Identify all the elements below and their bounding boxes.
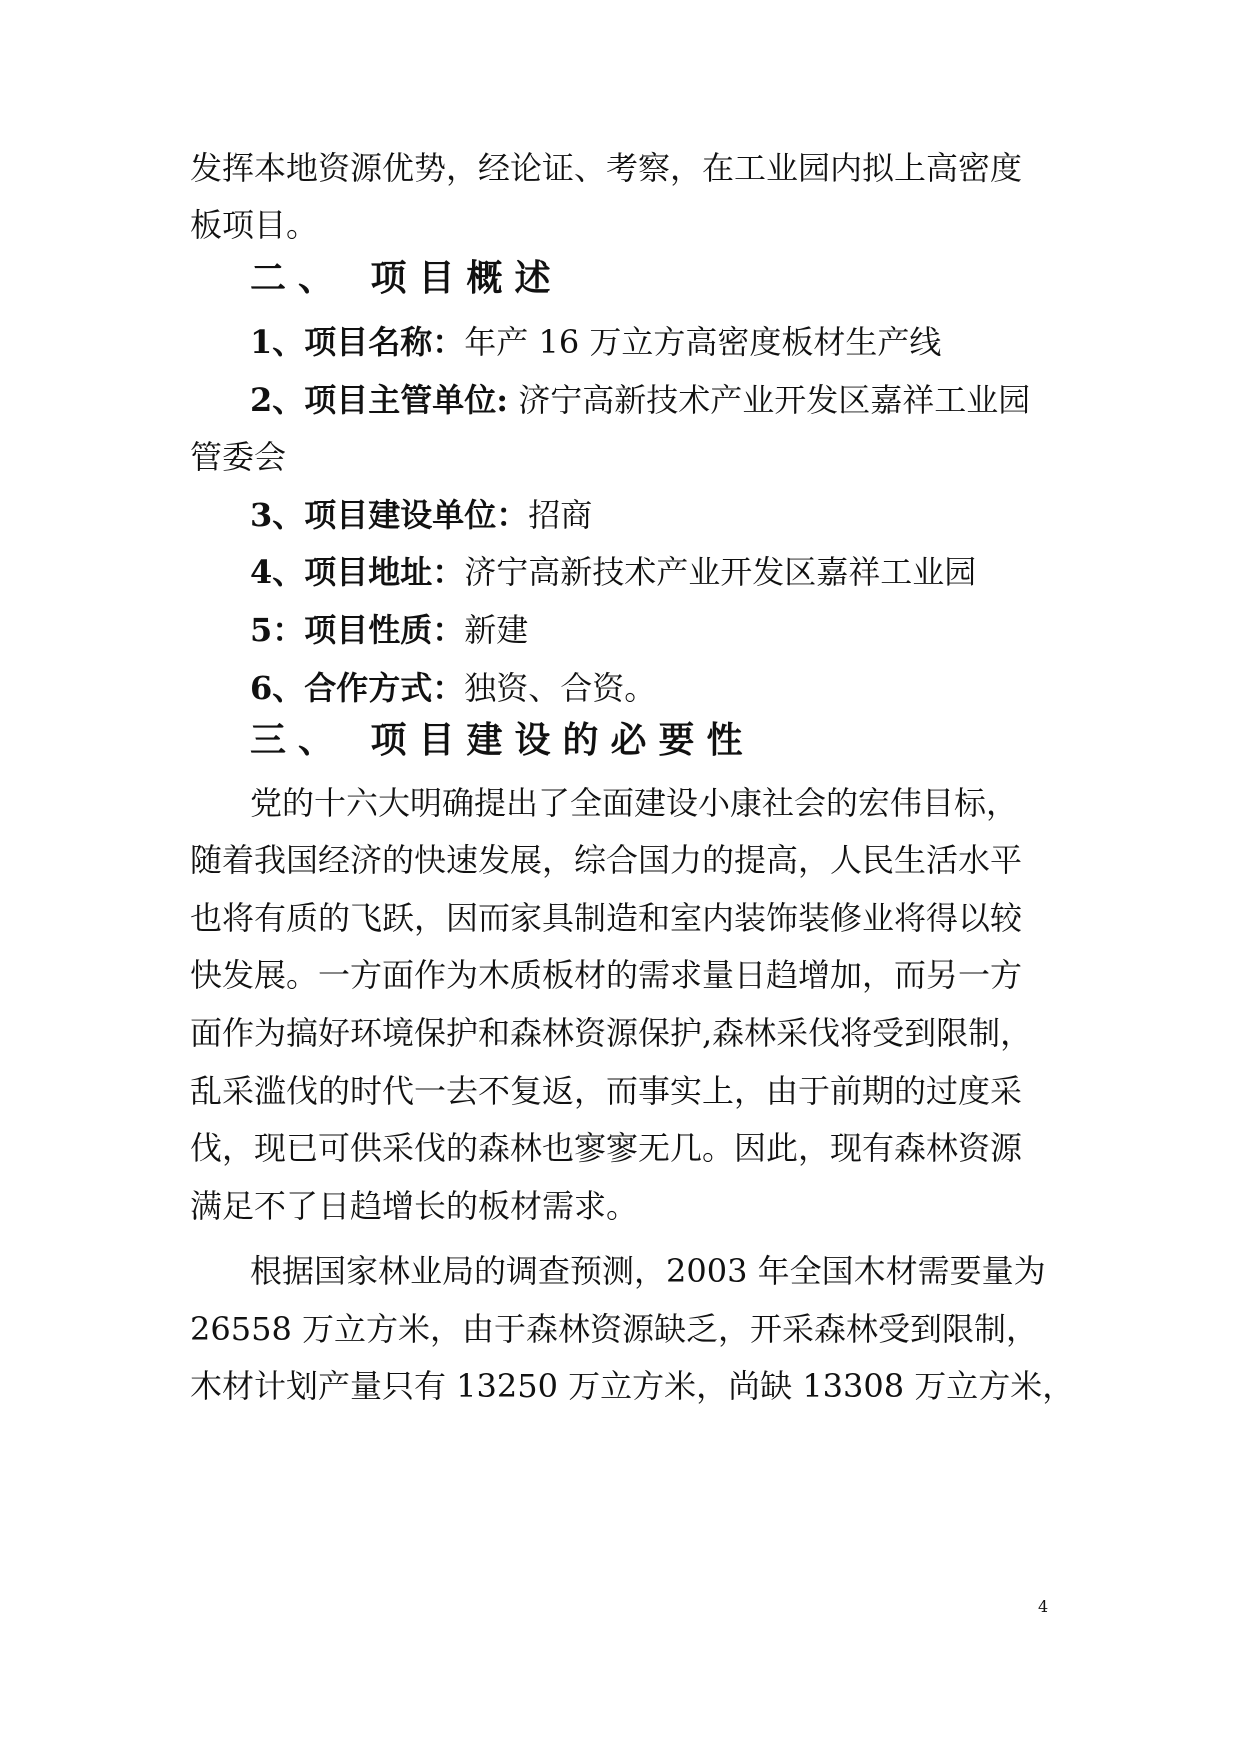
- page-number: 4: [1038, 1597, 1049, 1616]
- necessity-p2-line-1: 根据国家林业局的调查预测，2003 年全国木材需要量为: [250, 1252, 1046, 1290]
- necessity-p1-line-7: 伐，现已可供采伐的森林也寥寥无几。因此，现有森林资源: [190, 1129, 1023, 1167]
- necessity-p2-line-2: 26558 万立方米，由于森林资源缺乏，开采森林受到限制，: [190, 1310, 1038, 1348]
- necessity-p1-line-2: 随着我国经济的快速发展，综合国力的提高，人民生活水平: [190, 841, 1023, 879]
- item-value: 年产 16 万立方高密度板材生产线: [464, 323, 942, 361]
- item-label: 5：项目性质：: [250, 611, 465, 649]
- necessity-p1-line-5: 面作为搞好环境保护和森林资源保护,森林采伐将受到限制，: [190, 1014, 1033, 1052]
- necessity-p1-line-4: 快发展。一方面作为木质板材的需求量日趋增加，而另一方: [190, 956, 1023, 994]
- necessity-p1-line-3: 也将有质的飞跃，因而家具制造和室内装饰装修业将得以较: [190, 899, 1023, 937]
- section-heading-necessity: 三、 项目建设的必要性: [250, 719, 755, 761]
- section-heading-overview: 二、 项目概述: [250, 257, 563, 299]
- overview-item-1: [250, 322, 1120, 362]
- necessity-p1-line-1: 党的十六大明确提出了全面建设小康社会的宏伟目标，: [250, 784, 1019, 822]
- item-value: 济宁高新技术产业开发区嘉祥工业园: [464, 553, 977, 591]
- item-label: 1、项目名称：: [250, 323, 465, 361]
- intro-line-1: 发挥本地资源优势，经论证、考察，在工业园内拟上高密度: [190, 149, 1023, 187]
- necessity-p2-line-3: 木材计划产量只有 13250 万立方米，尚缺 13308 万立方米，: [190, 1367, 1075, 1405]
- item-value: 独资、合资。: [464, 669, 657, 707]
- overview-item-2-continuation: 管委会: [190, 438, 287, 476]
- necessity-p1-line-6: 乱采滥伐的时代一去不复返，而事实上，由于前期的过度采: [190, 1072, 1023, 1110]
- item-label: 3、项目建设单位：: [250, 496, 529, 534]
- item-label: 6、合作方式：: [250, 669, 465, 707]
- intro-line-2: 板项目。: [190, 206, 319, 244]
- overview-item-2: [250, 380, 1120, 420]
- overview-item-3: [250, 495, 1120, 535]
- item-label: 4、项目地址：: [250, 553, 465, 591]
- overview-item-6: [250, 668, 1120, 708]
- necessity-p1-line-8: 满足不了日趋增长的板材需求。: [190, 1187, 639, 1225]
- item-value: 济宁高新技术产业开发区嘉祥工业园: [508, 381, 1031, 419]
- overview-item-5: [250, 610, 1120, 650]
- item-label: 2、项目主管单位:: [250, 381, 509, 419]
- overview-item-4: [250, 552, 1120, 592]
- item-value: 招商: [528, 496, 593, 534]
- item-value: 新建: [464, 611, 529, 649]
